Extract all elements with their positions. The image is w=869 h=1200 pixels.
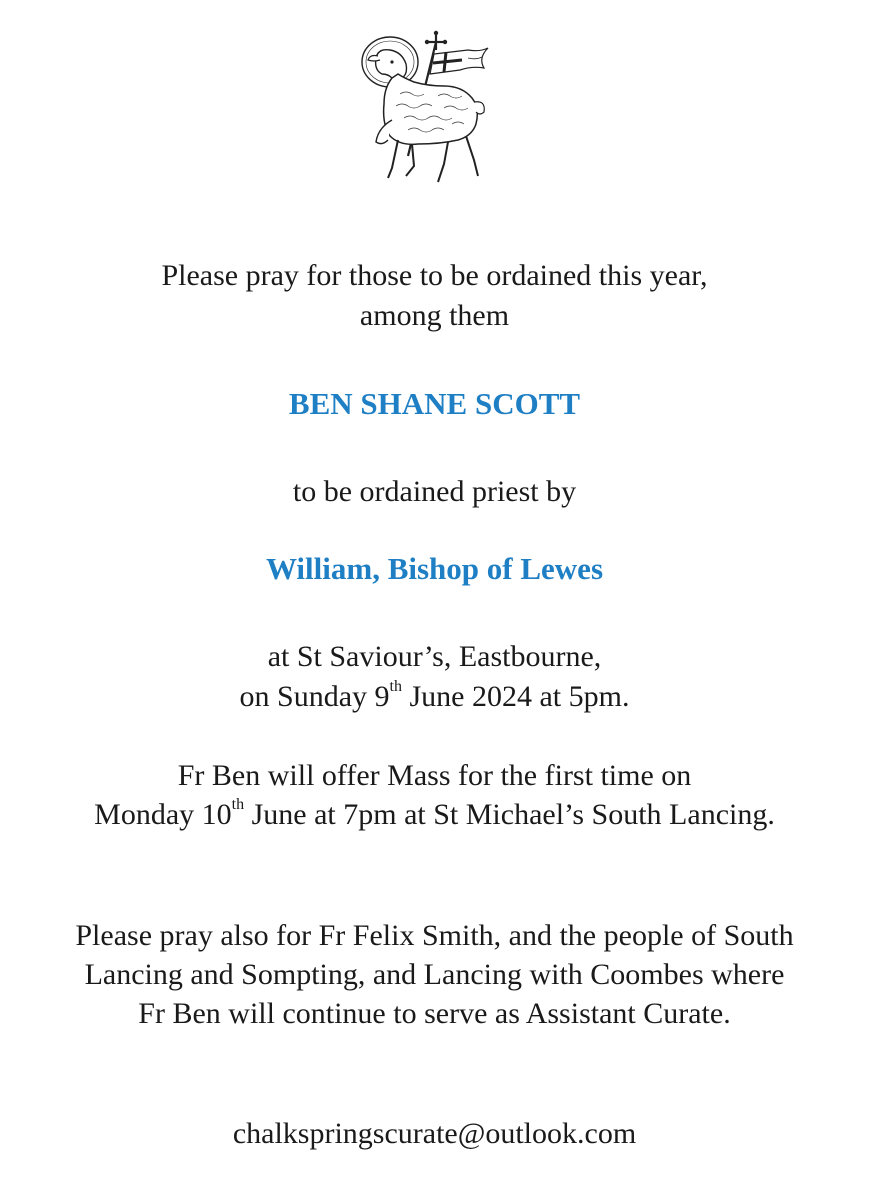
bishop-name: William, Bishop of Lewes: [265, 551, 604, 586]
first-mass-line-1: Fr Ben will offer Mass for the first time on: [177, 759, 692, 792]
intro-line-2: among them: [359, 299, 510, 332]
first-mass-date-text: Monday 10: [94, 798, 232, 831]
venue-date-text: on Sunday 9: [239, 680, 390, 713]
intro-line-1: Please pray for those to be ordained this year,: [161, 259, 708, 292]
prayer-line-2: Lancing and Sompting, and Lancing with Coombes where: [84, 958, 785, 991]
venue-time-text: June 2024 at 5pm.: [401, 680, 630, 713]
prayer-line-3: Fr Ben will continue to serve as Assistant Curate.: [138, 997, 731, 1030]
ordinand-name: BEN SHANE SCOTT: [288, 386, 581, 421]
first-mass-place-text: June at 7pm at St Michael’s South Lancing.: [244, 798, 775, 831]
venue-line-2: [0, 679, 869, 715]
agnus-dei-lamb-icon: [348, 28, 493, 188]
prayer-line-1: Please pray also for Fr Felix Smith, and the people of South: [75, 919, 794, 952]
venue-line-1: at St Saviour’s, Eastbourne,: [267, 640, 602, 673]
first-mass-date-suffix: th: [231, 796, 245, 813]
venue-date-suffix: th: [389, 678, 402, 695]
first-mass-line-2: [0, 797, 869, 833]
ordination-text: to be ordained priest by: [292, 475, 577, 508]
contact-email: chalkspringscurate@outlook.com: [232, 1117, 637, 1150]
